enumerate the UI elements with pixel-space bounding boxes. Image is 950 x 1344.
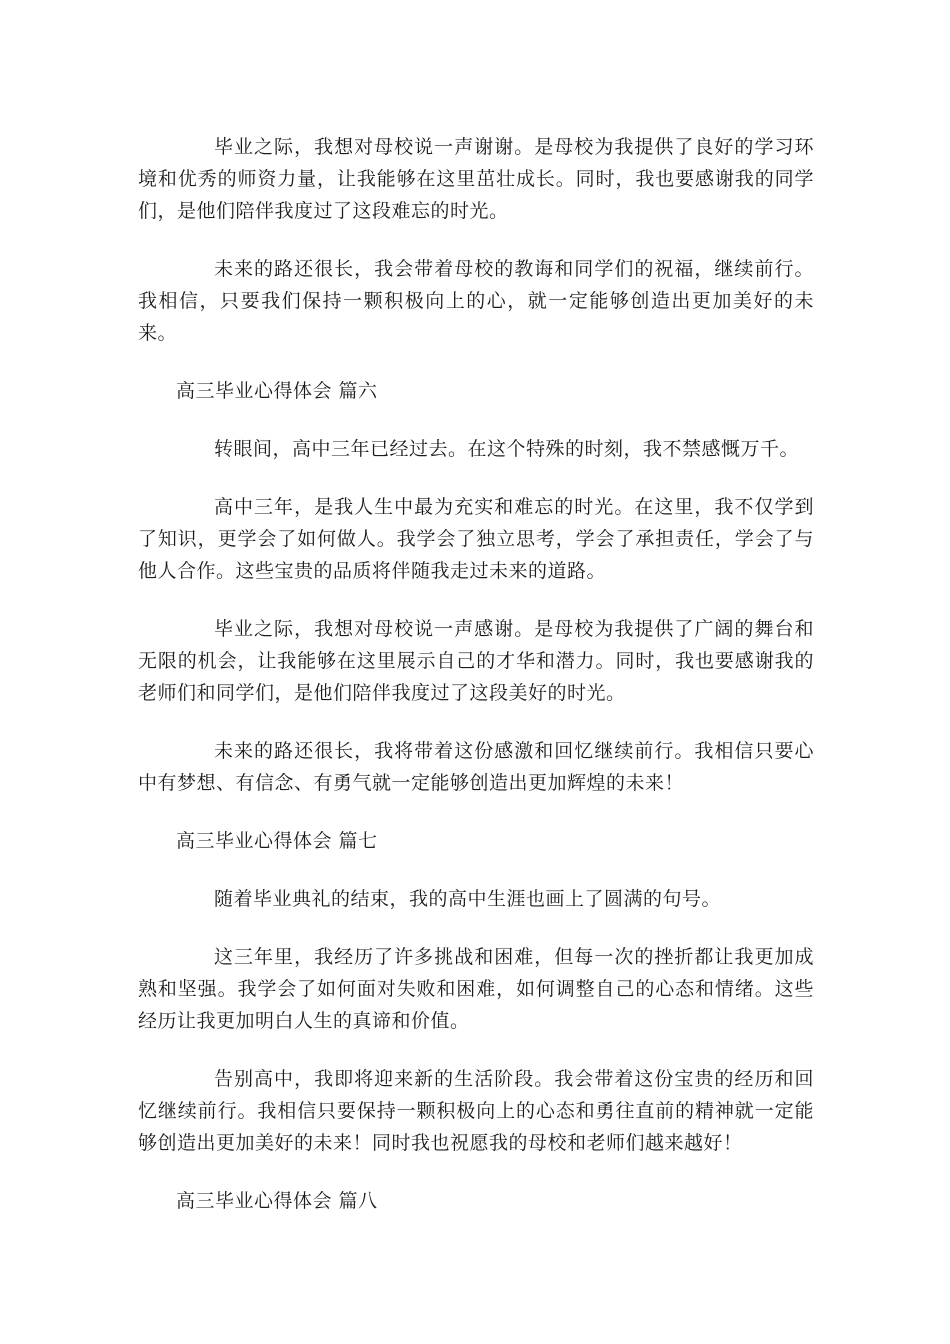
paragraph: 未来的路还很长，我将带着这份感激和回忆继续前行。我相信只要心中有梦想、有信念、有勇气就一定能够创造出更加辉煌的未来！ (138, 740, 814, 794)
paragraph: 高中三年，是我人生中最为充实和难忘的时光。在这里，我不仅学到了知识，更学会了如何做人。我学会了独立思考，学会了承担责任，学会了与他人合作。这些宝贵的品质将伴随我走过未来的道路。 (138, 496, 814, 582)
paragraph: 这三年里，我经历了许多挑战和困难，但每一次的挫折都让我更加成熟和坚强。我学会了如何面对失败和困难，如何调整自己的心态和情绪。这些经历让我更加明白人生的真谛和价值。 (138, 946, 814, 1032)
section-heading: 高三毕业心得体会 篇八 (176, 1190, 378, 1212)
paragraph: 未来的路还很长，我会带着母校的教诲和同学们的祝福，继续前行。我相信，只要我们保持一颗积极向上的心，就一定能够创造出更加美好的未来。 (138, 258, 814, 344)
paragraph: 告别高中，我即将迎来新的生活阶段。我会带着这份宝贵的经历和回忆继续前行。我相信只要保持一颗积极向上的心态和勇往直前的精神就一定能够创造出更加美好的未来！同时我也祝愿我的母校和老师们越来越好！ (138, 1068, 814, 1154)
section-heading: 高三毕业心得体会 篇七 (176, 830, 378, 852)
paragraph: 毕业之际，我想对母校说一声感谢。是母校为我提供了广阔的舞台和无限的机会，让我能够在这里展示自己的才华和潜力。同时，我也要感谢我的老师们和同学们，是他们陪伴我度过了这段美好的时光。 (138, 618, 814, 704)
paragraph: 毕业之际，我想对母校说一声谢谢。是母校为我提供了良好的学习环境和优秀的师资力量，让我能够在这里茁壮成长。同时，我也要感谢我的同学们，是他们陪伴我度过了这段难忘的时光。 (138, 136, 814, 222)
section-heading: 高三毕业心得体会 篇六 (176, 380, 378, 402)
paragraph: 转眼间，高中三年已经过去。在这个特殊的时刻，我不禁感慨万千。 (214, 438, 800, 460)
paragraph: 随着毕业典礼的结束，我的高中生涯也画上了圆满的句号。 (214, 888, 722, 910)
document-body (138, 131, 814, 1243)
